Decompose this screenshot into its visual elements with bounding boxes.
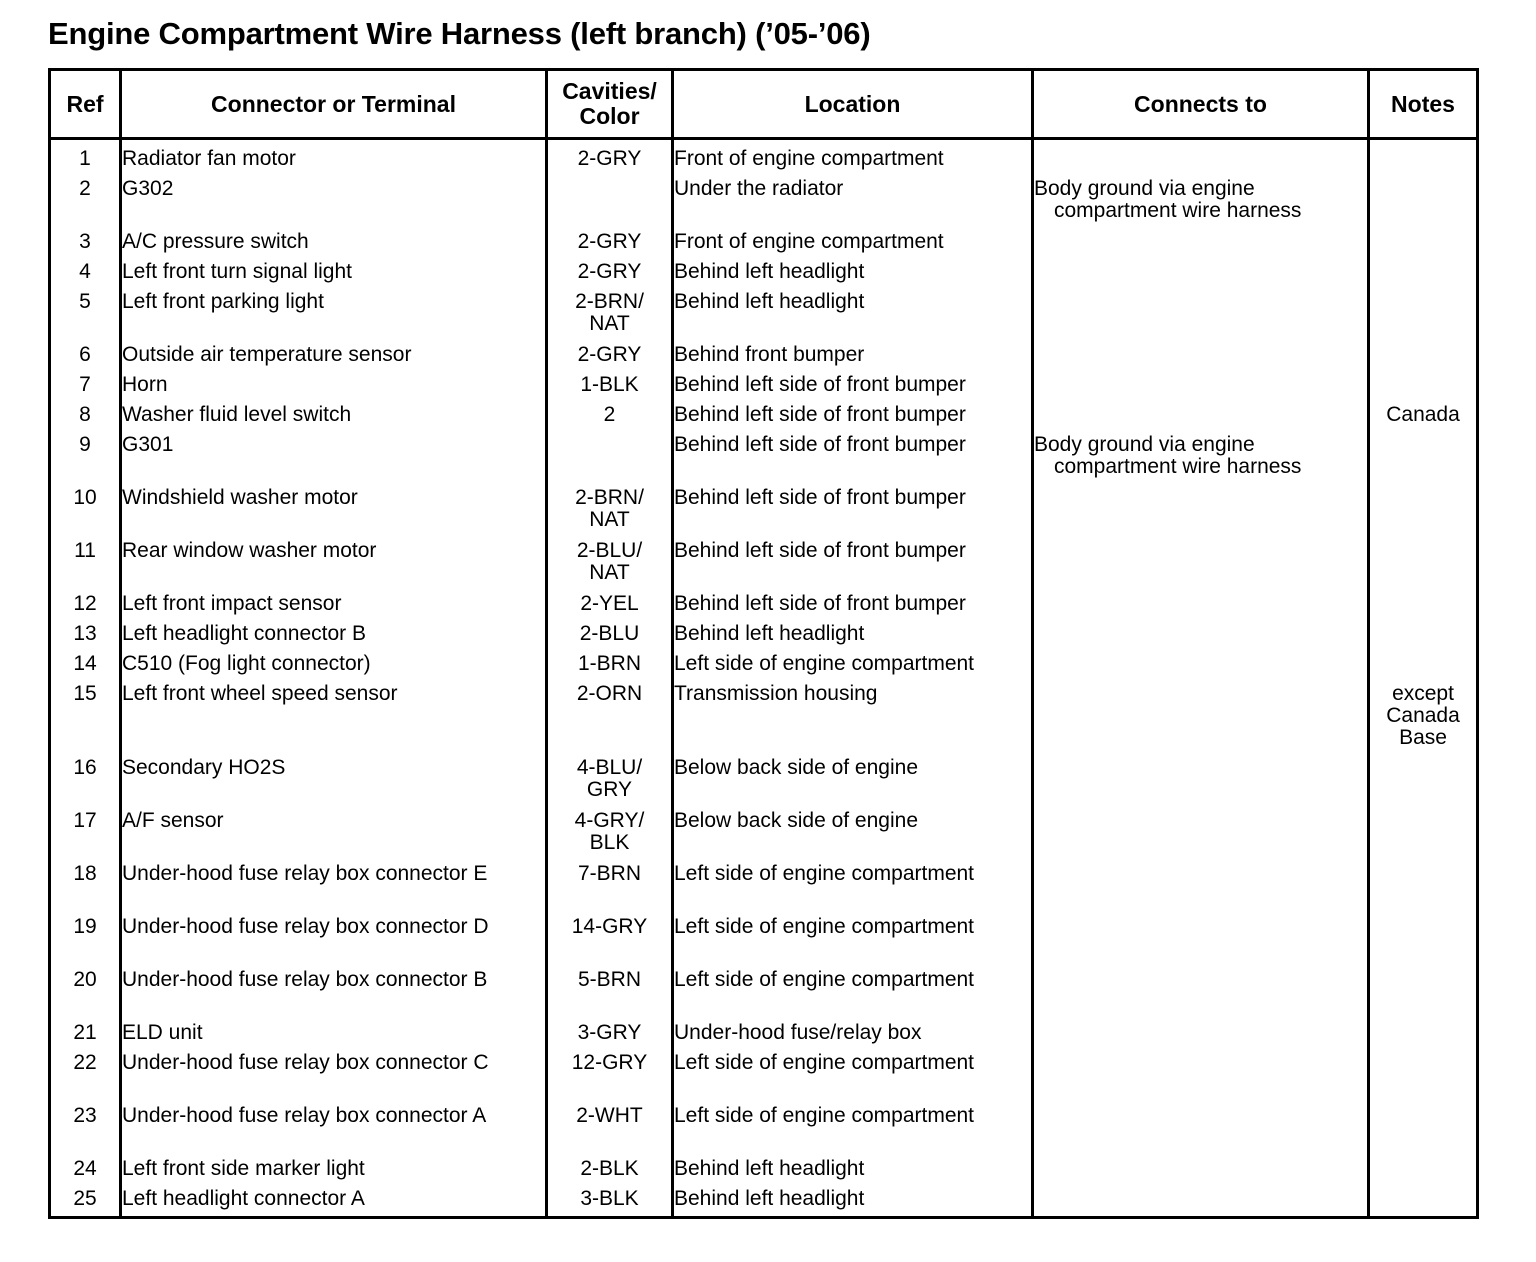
cavities-cell [547,653,673,683]
cavities-line1: 2-BLU/ [576,539,643,562]
table-row [50,683,1478,757]
notes-cell [1369,969,1478,1022]
notes-cell [1369,1052,1478,1105]
cavities-line1: 2-BRN/ [575,290,644,313]
connects-to-cell [1033,374,1369,404]
location-cell: Behind left side of front bumper [673,593,1033,623]
table-row [50,148,1478,178]
cavities-cell [547,810,673,863]
spacer-cell [1369,1210,1478,1218]
connects-to-cell [1033,540,1369,593]
connector-cell: Under-hood fuse relay box connector C [121,1052,547,1105]
connector-cell: Washer fluid level switch [121,404,547,434]
cavities-line1: 3-GRY [577,1021,642,1044]
table-row [50,623,1478,653]
table-row [50,653,1478,683]
location-cell: Behind front bumper [673,344,1033,374]
cavities-line1: 2-GRY [577,343,642,366]
table-row [50,593,1478,623]
table-header [50,70,1478,139]
connects-to-cell [1033,231,1369,261]
connects-to-cell [1033,683,1369,757]
cavities-line1: 2-YEL [580,592,639,615]
table-row [50,261,1478,291]
connector-cell: Under-hood fuse relay box connector B [121,969,547,1022]
ref-cell: 2 [79,177,91,200]
table-body [50,139,1478,1218]
ref-cell: 23 [73,1104,97,1127]
notes-cell [1369,178,1478,231]
notes-line: Canada [1386,704,1460,727]
ref-cell: 11 [74,539,96,562]
connects-to-cell [1033,916,1369,969]
notes-cell [1369,623,1478,653]
cavities-cell [547,623,673,653]
connects-to-cell [1033,863,1369,916]
cavities-cell [547,1052,673,1105]
location-cell: Behind left headlight [673,291,1033,344]
table-row [50,757,1478,810]
header-cavities [547,70,673,139]
ref-cell: 19 [73,915,97,938]
location-cell: Front of engine compartment [673,231,1033,261]
ref-cell: 7 [79,373,91,396]
cavities-cell [547,916,673,969]
cavities-cell [547,1188,673,1210]
ref-cell: 3 [79,230,91,253]
connects-to-cell [1033,291,1369,344]
connector-cell: Left front parking light [121,291,547,344]
header-cavities-line2: Color [579,103,640,129]
ref-cell: 6 [79,343,91,366]
table-row [50,916,1478,969]
spacer-cell [50,1210,121,1218]
notes-cell [1369,434,1478,487]
connector-cell: Left headlight connector B [121,623,547,653]
ref-cell: 17 [73,809,97,832]
spacer-cell [1033,139,1369,149]
ref-cell: 18 [73,862,97,885]
cavities-line1: 5-BRN [577,968,641,991]
connector-cell: Under-hood fuse relay box connector D [121,916,547,969]
ref-cell: 24 [73,1157,97,1180]
cavities-line1: 2-BRN/ [575,486,644,509]
notes-cell [1369,261,1478,291]
cavities-line1: 2-GRY [577,230,642,253]
cavities-cell [547,1022,673,1052]
connects-to-cell [1033,148,1369,178]
cavities-line2: GRY [586,778,633,801]
connects-to-cell [1033,969,1369,1022]
table-row [50,863,1478,916]
connects-to-cell [1033,404,1369,434]
connector-cell: G301 [121,434,547,487]
notes-cell [1369,757,1478,810]
connector-cell: Left headlight connector A [121,1188,547,1210]
notes-cell [1369,683,1478,757]
cavities-line1: 14-GRY [571,915,648,938]
ref-cell: 1 [79,147,91,170]
location-cell: Left side of engine compartment [673,1052,1033,1105]
connector-cell: Rear window washer motor [121,540,547,593]
notes-cell [1369,374,1478,404]
location-cell: Front of engine compartment [673,148,1033,178]
table-row [50,810,1478,863]
connects-to-cell [1033,178,1369,231]
cavities-cell [547,969,673,1022]
ref-cell: 15 [73,682,97,705]
header-notes: Notes [1369,70,1478,139]
cavities-cell [547,1105,673,1158]
location-cell: Behind left headlight [673,1158,1033,1188]
notes-cell [1369,291,1478,344]
cavities-line1: 2-WHT [576,1104,643,1127]
header-ref: Ref [50,70,121,139]
notes-cell [1369,653,1478,683]
connector-cell: Radiator fan motor [121,148,547,178]
ref-cell: 22 [73,1051,97,1074]
cavities-line1: 2-GRY [577,260,642,283]
connector-cell: Secondary HO2S [121,757,547,810]
ref-cell: 14 [73,652,97,675]
cavities-cell [547,863,673,916]
notes-line: Base [1399,726,1447,749]
cavities-cell [547,1158,673,1188]
connects-to-cell [1033,623,1369,653]
location-cell: Behind left headlight [673,1188,1033,1210]
notes-cell [1369,404,1478,434]
cavities-cell [547,540,673,593]
cavities-line1: 4-BLU/ [576,756,643,779]
cavities-line2: BLK [589,831,630,854]
ref-cell: 20 [73,968,97,991]
location-cell: Behind left side of front bumper [673,540,1033,593]
connects-to-cell [1033,593,1369,623]
header-connector: Connector or Terminal [121,70,547,139]
connector-cell: Under-hood fuse relay box connector A [121,1105,547,1158]
ref-cell: 12 [73,592,97,615]
notes-cell [1369,863,1478,916]
table-row [50,344,1478,374]
connects-to-cell [1033,1158,1369,1188]
spacer-cell [1369,139,1478,149]
cavities-line1: 2-GRY [577,147,642,170]
page-title: Engine Compartment Wire Harness (left branch) (’05-’06) [48,16,871,51]
notes-cell [1369,231,1478,261]
table-row [50,1052,1478,1105]
table-row [50,487,1478,540]
ref-cell: 16 [73,756,97,779]
connects-to-cell [1033,344,1369,374]
notes-line: Canada [1386,403,1460,426]
location-cell: Below back side of engine [673,810,1033,863]
spacer-cell [547,1210,673,1218]
location-cell: Left side of engine compartment [673,1105,1033,1158]
location-cell: Left side of engine compartment [673,863,1033,916]
table-row [50,1022,1478,1052]
cavities-cell [547,344,673,374]
cavities-line1: 7-BRN [577,862,641,885]
connects-to-cell [1033,757,1369,810]
connects-to-cell [1033,261,1369,291]
notes-cell [1369,593,1478,623]
cavities-cell [547,261,673,291]
connects-to-line2: compartment wire harness [1054,199,1302,222]
location-cell: Left side of engine compartment [673,653,1033,683]
cavities-cell [547,291,673,344]
ref-cell: 4 [79,260,91,283]
location-cell: Behind left side of front bumper [673,404,1033,434]
cavities-line1: 2-BLK [580,1157,639,1180]
location-cell: Left side of engine compartment [673,916,1033,969]
table-row [50,231,1478,261]
notes-cell [1369,1022,1478,1052]
notes-cell [1369,148,1478,178]
cavities-line2: NAT [589,508,630,531]
notes-cell [1369,1188,1478,1210]
table-row [50,969,1478,1022]
connector-cell: G302 [121,178,547,231]
ref-cell: 5 [79,290,91,313]
cavities-cell [547,231,673,261]
cavities-line1: 4-GRY/ [574,809,645,832]
location-cell: Under-hood fuse/relay box [673,1022,1033,1052]
cavities-cell [547,757,673,810]
cavities-cell [547,148,673,178]
spacer-cell [673,1210,1033,1218]
header-location: Location [673,70,1033,139]
connects-to-line1: Body ground via engine [1034,433,1255,456]
connects-to-cell [1033,487,1369,540]
location-cell: Under the radiator [673,178,1033,231]
table-row [50,1158,1478,1188]
location-cell: Below back side of engine [673,757,1033,810]
location-cell: Behind left side of front bumper [673,434,1033,487]
location-cell: Transmission housing [673,683,1033,757]
connector-cell: Left front turn signal light [121,261,547,291]
table-row [50,178,1478,231]
cavities-line1: 2 [603,403,616,426]
connects-to-cell [1033,1052,1369,1105]
connects-to-cell [1033,1022,1369,1052]
location-cell: Behind left side of front bumper [673,374,1033,404]
cavities-cell [547,683,673,757]
connects-to-line1: Body ground via engine [1034,177,1255,200]
table-row [50,434,1478,487]
notes-line: except [1392,682,1454,705]
spacer-row [50,1210,1478,1218]
connects-to-line2: compartment wire harness [1054,455,1302,478]
connects-to-cell [1033,810,1369,863]
connects-to-cell [1033,1188,1369,1210]
table-row [50,374,1478,404]
connector-cell: Windshield washer motor [121,487,547,540]
connects-to-cell [1033,434,1369,487]
ref-cell: 13 [73,622,97,645]
ref-cell: 21 [73,1021,97,1044]
table-row [50,540,1478,593]
connector-cell: Under-hood fuse relay box connector E [121,863,547,916]
cavities-line2: NAT [589,312,630,335]
connects-to-cell [1033,1105,1369,1158]
notes-cell [1369,540,1478,593]
harness-table [48,68,1479,1219]
header-cavities-line1: Cavities/ [562,78,657,104]
connector-cell: Horn [121,374,547,404]
cavities-cell [547,404,673,434]
cavities-line1: 12-GRY [571,1051,648,1074]
cavities-line1: 3-BLK [580,1187,639,1210]
notes-cell [1369,916,1478,969]
ref-cell: 25 [73,1187,97,1210]
connector-cell: C510 (Fog light connector) [121,653,547,683]
table-row [50,1188,1478,1210]
location-cell: Left side of engine compartment [673,969,1033,1022]
connector-cell: Left front wheel speed sensor [121,683,547,757]
cavities-cell [547,593,673,623]
connector-cell: Left front side marker light [121,1158,547,1188]
connects-to-cell [1033,653,1369,683]
notes-cell [1369,810,1478,863]
ref-cell: 9 [79,433,91,456]
notes-cell [1369,344,1478,374]
ref-cell: 10 [73,486,97,509]
table-row [50,404,1478,434]
location-cell: Behind left side of front bumper [673,487,1033,540]
cavities-line1: 2-ORN [576,682,643,705]
ref-cell: 8 [79,403,91,426]
connector-cell: ELD unit [121,1022,547,1052]
cavities-line2: NAT [589,561,630,584]
table-row [50,1105,1478,1158]
notes-cell [1369,1105,1478,1158]
spacer-cell [1033,1210,1369,1218]
cavities-line1: 1-BLK [580,373,639,396]
cavities-line1: 1-BRN [577,652,641,675]
cavities-cell [547,487,673,540]
connector-cell: A/F sensor [121,810,547,863]
connector-cell: Left front impact sensor [121,593,547,623]
notes-cell [1369,1158,1478,1188]
header-connects-to: Connects to [1033,70,1369,139]
location-cell: Behind left headlight [673,261,1033,291]
cavities-line1: 2-BLU [579,622,640,645]
cavities-cell [547,434,673,487]
spacer-cell [121,1210,547,1218]
connector-cell: A/C pressure switch [121,231,547,261]
cavities-cell [547,374,673,404]
connector-cell: Outside air temperature sensor [121,344,547,374]
cavities-cell [547,178,673,231]
notes-cell [1369,487,1478,540]
table-row [50,291,1478,344]
location-cell: Behind left headlight [673,623,1033,653]
